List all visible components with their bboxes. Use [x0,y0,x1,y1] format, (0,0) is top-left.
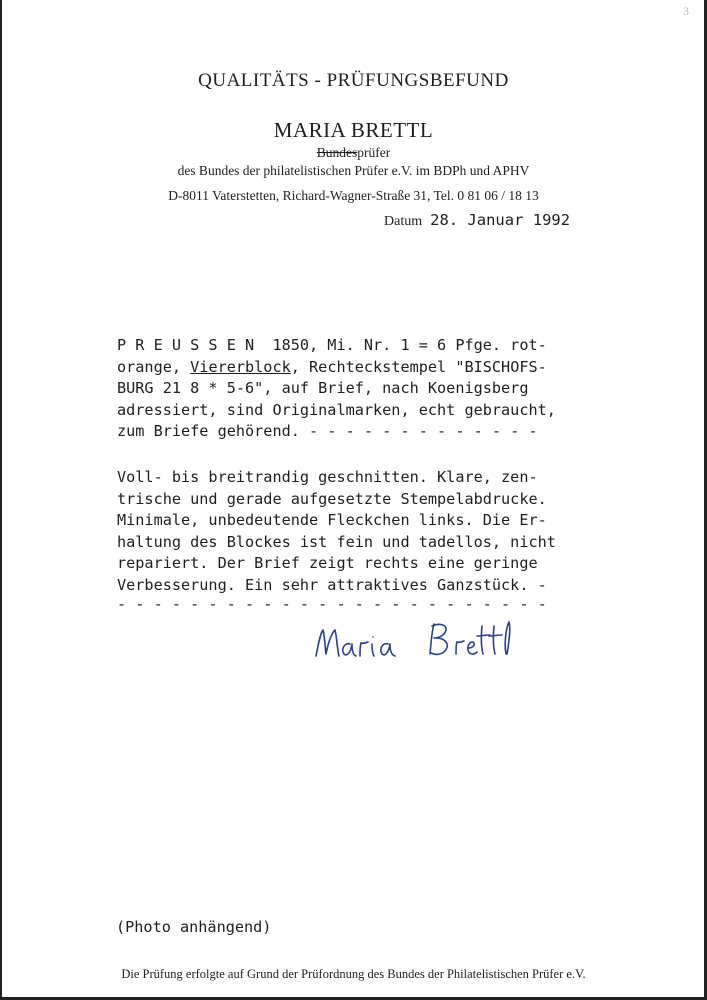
condition-description [117,467,617,596]
footer-note: Die Prüfung erfolgte auf Grund der Prüfordnung des Bundes der Philatelistischen Prüfer e.V. [121,967,586,981]
stamp-description [117,335,617,443]
condition-line: Minimale, unbedeutende Fleckchen links. Die Er- [117,511,547,529]
condition-line: haltung des Blockes ist fein und tadellos, nicht [117,532,556,551]
certificate-title: QUALITÄTS - PRÜFUNGSBEFUND [198,70,509,91]
condition-line: repariert. Der Brief zeigt rechts eine geringe [117,554,538,572]
dash-separator: - - - - - - - - - - - - - - - - - - - - - - - - [117,595,547,613]
description-text: , Rechteckstempel "BISCHOFS- [290,357,547,376]
description-text: orange, [117,357,191,376]
date-value: 28. Januar 1992 [430,211,571,229]
description-line [117,357,617,379]
examiner-association: des Bundes der philatelistischen Prüfer e.V. im BDPh und APHV [177,163,530,178]
condition-line: Verbesserung. Ein sehr attraktives Ganzstück. - [117,575,547,594]
examiner-role-struck: Bundes [316,145,358,160]
examiner-address: D-8011 Vaterstetten, Richard-Wagner-Straße 31, Tel. 0 81 06 / 18 13 [168,188,539,203]
condition-line: trische und gerade aufgesetzte Stempelabdrucke. [117,489,547,508]
examiner-name: MARIA BRETTL [273,118,434,142]
condition-line: Voll- bis breitrandig geschnitten. Klare, zen- [117,468,538,486]
examiner-role [0,145,707,161]
description-line: P R E U S S E N 1850, Mi. Nr. 1 = 6 Pfge. rot- [117,336,547,354]
date-row [384,211,570,230]
block-type-underlined: Viererblock [190,357,291,376]
page-number-mark: 3 [683,4,689,18]
handwritten-signature [310,608,540,678]
description-line: adressiert, sind Originalmarken, echt gebraucht, [117,400,556,419]
date-label: Datum [384,214,423,229]
description-line: zum Briefe gehörend. - - - - - - - - - - - - - [117,422,538,440]
description-line: BURG 21 8 * 5-6", auf Brief, nach Koenigsberg [117,379,529,397]
examiner-role-rest: prüfer [357,145,391,160]
photo-note: (Photo anhängend) [116,918,272,936]
